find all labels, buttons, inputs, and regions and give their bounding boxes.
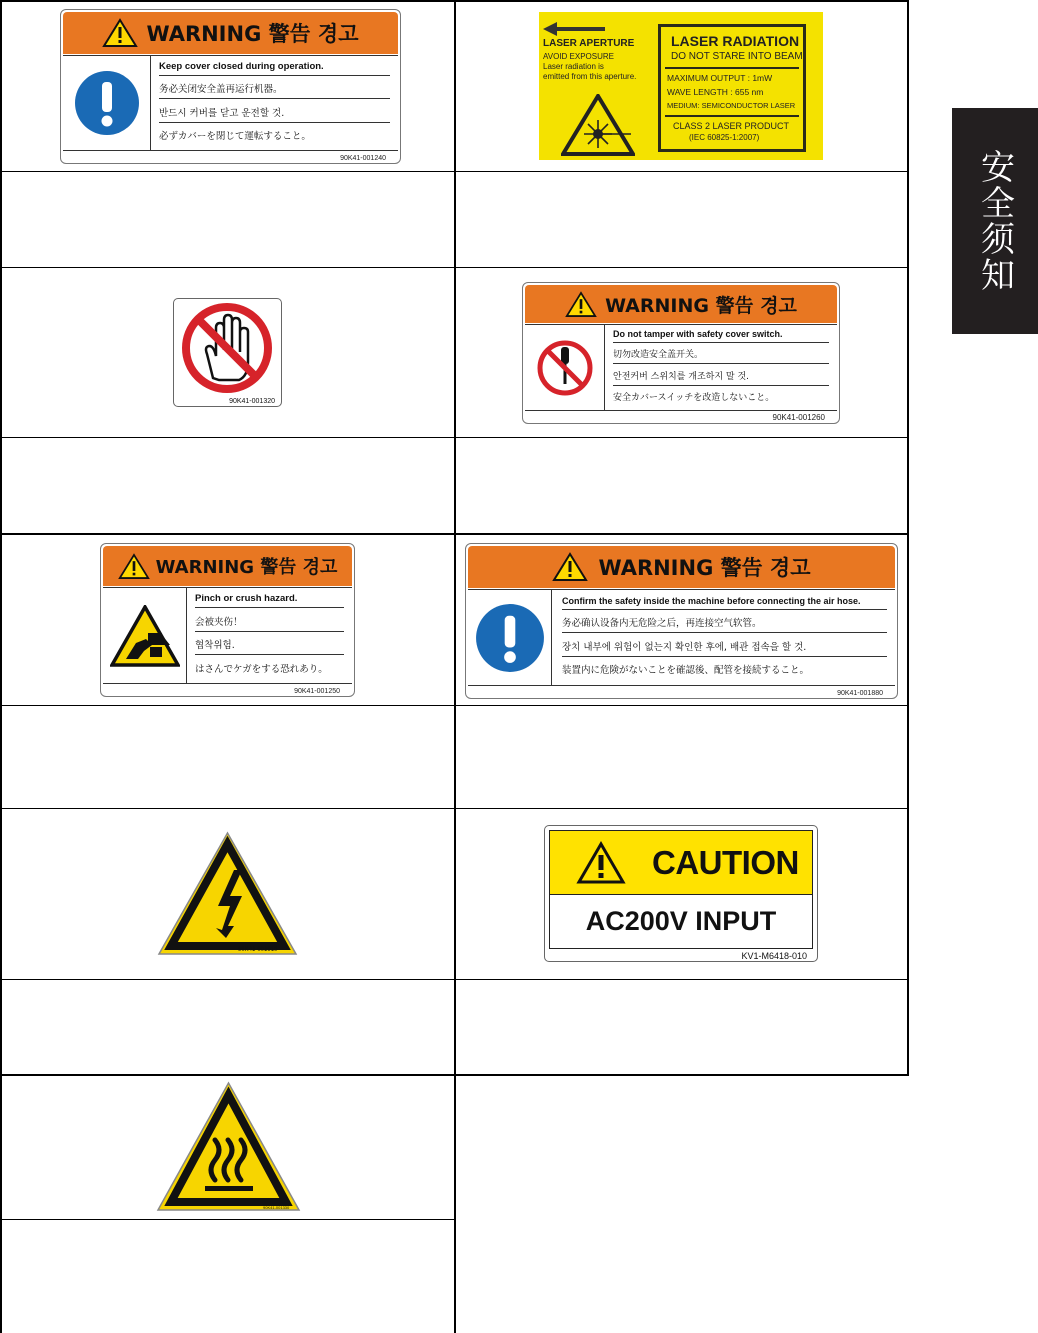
- grid-row-line: [0, 437, 909, 438]
- label-part-number: 90K41-001260: [772, 413, 825, 422]
- warning-line-ko: 장치 내부에 위험이 없는지 확인한 후에, 배관 접속을 할 것.: [562, 639, 887, 657]
- warning-header-text: WARNING 警告 경고: [598, 556, 811, 580]
- high-voltage-icon: [156, 830, 299, 957]
- prohibition-icon-cell: [525, 325, 605, 410]
- warning-line-ja: 装置内に危険がないことを確認後、配管を接続すること。: [562, 665, 810, 677]
- grid-row-line: [0, 1219, 455, 1220]
- laser-radiation-label: [539, 12, 823, 160]
- mandatory-action-icon: [475, 603, 545, 673]
- grid-row-line: [0, 1074, 909, 1076]
- warning-line-ja: はさんでケガをする恐れあり。: [195, 663, 328, 675]
- label-part-number: 90K41-001910: [238, 947, 278, 953]
- mandatory-action-icon: [74, 70, 140, 136]
- warning-text-lines: [613, 325, 829, 410]
- side-section-tab: [952, 108, 1038, 334]
- grid-border-right: [907, 0, 909, 1076]
- laser-class-2: (IEC 60825-1:2007): [689, 133, 760, 142]
- laser-box-rule: [665, 67, 799, 69]
- warning-header-text: WARNING 警告 경고: [146, 22, 359, 46]
- laser-spec-2: WAVE LENGTH : 655 nm: [667, 87, 764, 97]
- label-part-number: 90K41-001320: [229, 398, 275, 405]
- warning-header-text: WARNING 警告 경고: [155, 557, 338, 578]
- warning-line-en: Keep cover closed during operation.: [159, 61, 390, 76]
- warning-line-ko: 반드시 커버를 닫고 운전할 것.: [159, 105, 390, 123]
- label-part-number: 90K41-001330: [263, 1205, 290, 1210]
- warning-line-zh: 会被夹伤！: [195, 614, 344, 632]
- warning-header: [468, 546, 895, 588]
- warning-body: [103, 587, 352, 684]
- laser-title-2: DO NOT STARE INTO BEAM: [671, 51, 803, 62]
- grid-divider-center: [454, 0, 456, 1333]
- warning-body: [525, 324, 837, 411]
- laser-emit-text-2: emitted from this aperture.: [543, 72, 637, 81]
- warning-line-ja: 安全カバースイッチを改造しないこと。: [613, 392, 775, 403]
- pinch-hazard-icon: [110, 605, 180, 667]
- laser-spec-3: MEDIUM: SEMICONDUCTOR LASER: [667, 101, 796, 110]
- laser-avoid-text: AVOID EXPOSURE: [543, 52, 614, 61]
- warning-text-lines: [562, 590, 887, 685]
- arrow-left-icon: [543, 22, 605, 36]
- warning-text-lines: [195, 588, 344, 683]
- laser-emit-text-1: Laser radiation is: [543, 62, 604, 71]
- grid-row-line: [0, 533, 909, 535]
- mandatory-icon-cell: [63, 56, 151, 150]
- label-part-number: KV1-M6418-010: [741, 951, 807, 961]
- warning-triangle-icon: [118, 553, 150, 580]
- warning-text-lines: [159, 56, 390, 150]
- mandatory-icon-cell: [468, 590, 552, 685]
- warning-header: [63, 12, 398, 54]
- laser-class-1: CLASS 2 LASER PRODUCT: [673, 121, 790, 131]
- laser-spec-1: MAXIMUM OUTPUT : 1mW: [667, 73, 773, 83]
- laser-hazard-icon: [561, 94, 635, 156]
- laser-info-box: [658, 24, 806, 152]
- warning-label-tamper: [522, 282, 840, 424]
- electric-shock-label: [156, 830, 299, 957]
- warning-triangle-icon: [102, 18, 138, 48]
- warning-triangle-icon: [565, 291, 597, 318]
- warning-label-air-hose: [465, 543, 898, 699]
- warning-line-ko: 협착위험.: [195, 637, 344, 655]
- hot-surface-label: [155, 1080, 302, 1213]
- caution-header-text: CAUTION: [652, 843, 799, 881]
- warning-line-zh: 切勿改造安全盖开关。: [613, 347, 829, 364]
- laser-title-1: LASER RADIATION: [671, 33, 800, 49]
- warning-body: [468, 589, 895, 686]
- warning-label-pinch: [100, 543, 355, 697]
- hot-surface-icon: [155, 1080, 302, 1213]
- warning-header: [103, 546, 352, 586]
- warning-header-text: WARNING 警告 경고: [605, 294, 797, 317]
- grid-row-line: [0, 267, 909, 268]
- grid-row-line: [0, 705, 909, 706]
- warning-label-cover-closed: [60, 9, 401, 164]
- caution-body-text: AC200V INPUT: [585, 906, 777, 936]
- laser-box-rule: [665, 115, 799, 117]
- caution-inner: [549, 830, 813, 949]
- no-screwdriver-icon: [536, 339, 594, 397]
- warning-line-zh: 务必确认设备内无危险之后，再连接空气软管。: [562, 615, 887, 633]
- label-part-number: 90K41-001240: [340, 155, 386, 162]
- no-touch-label: [173, 298, 282, 407]
- warning-line-en: Do not tamper with safety cover switch.: [613, 329, 829, 343]
- grid-row-line: [0, 171, 909, 172]
- warning-triangle-icon: [552, 552, 588, 582]
- no-touch-hand-icon: [179, 302, 276, 394]
- laser-aperture-text: LASER APERTURE: [543, 38, 635, 49]
- warning-line-zh: 务必关闭安全盖再运行机器。: [159, 81, 390, 99]
- warning-header: [525, 285, 837, 323]
- warning-line-en: Confirm the safety inside the machine before connecting the air hose.: [562, 596, 887, 610]
- hazard-icon-cell: [103, 588, 187, 683]
- grid-border-left: [0, 0, 2, 1333]
- side-tab-label: 安全须知: [974, 149, 1015, 293]
- label-part-number: 90K41-001250: [294, 688, 340, 695]
- warning-line-en: Pinch or crush hazard.: [195, 593, 344, 608]
- warning-line-ja: 必ずカバーを閉じて運転すること。: [159, 130, 311, 142]
- warning-body: [63, 55, 398, 151]
- label-part-number: 90K41-001880: [837, 690, 883, 697]
- caution-header: [550, 831, 812, 895]
- warning-line-ko: 안전커버 스위치를 개조하지 말 것.: [613, 369, 829, 386]
- caution-ac-input-label: [544, 825, 818, 962]
- warning-triangle-icon: [576, 841, 626, 885]
- grid-row-line: [0, 979, 909, 980]
- grid-row-line: [0, 808, 909, 809]
